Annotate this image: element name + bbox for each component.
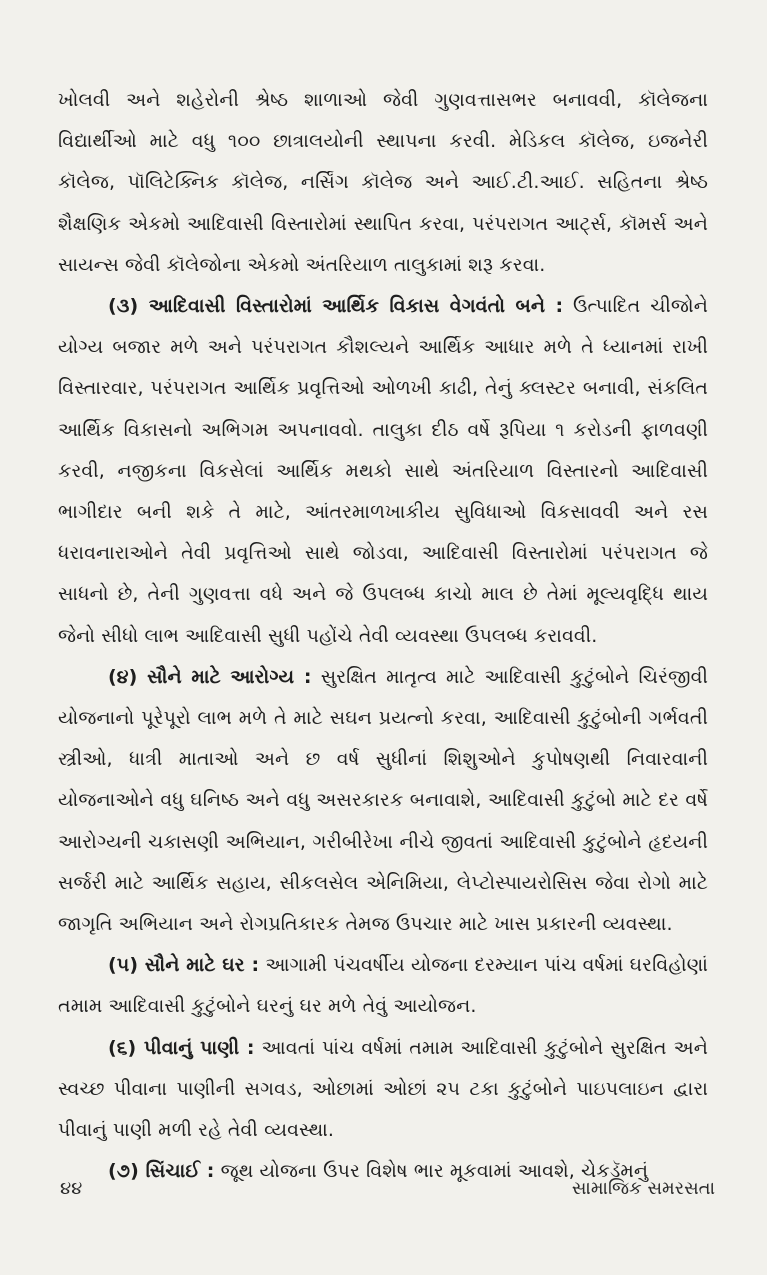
section-heading: (૪) સૌને માટે આરોગ્ય : [108, 665, 312, 688]
paragraph-text: આવતાં પાંચ વર્ષમાં તમામ આદિવાસી કુટુંબોને સુરક્ષિત અને સ્વચ્છ પીવાના પાણીની સગવડ, ઓછામાં ઓછાં ૨૫ ટકા કુટુંબોને પાઇપલાઇન દ્વારા પીવાનું પાણી મળી રહે તેવી વ્યવસ્થા. [58, 1036, 708, 1142]
paragraph-housing [58, 945, 708, 1027]
section-heading: (૫) સૌને માટે ઘર : [108, 954, 260, 977]
book-title: સામાજિક સમરસતા [571, 1178, 715, 1199]
paragraph-text: ઉત્પાદિત ચીજોને યોગ્ય બજાર મળે અને પરંપરાગત કૌશલ્યને આર્થિક આધાર મળે તે ધ્યાનમાં રાખી વિસ્તારવાર, પરંપરાગત આર્થિક પ્રવૃત્તિઓ ઓળખી કાઢી, તેનું ક્લસ્ટર બનાવી, સંકલિત આર્થિક વિકાસનો અભિગમ અપનાવવો. તાલુકા દીઠ વર્ષે રૂપિયા ૧ કરોડની ફાળવણી કરવી, નજીકના વિકસેલાં આર્થિક મથકો સાથે અંતરિયાળ વિસ્તારનો આદિવાસી ભાગીદાર બની શકે તે માટે, આંતરમાળખાકીય સુવિધાઓ વિકસાવવી અને રસ ધરાવનારાઓને તેવી પ્રવૃત્તિઓ સાથે જોડવા, આદિવાસી વિસ્તારોમાં પરંપરાગત જે સાધનો છે, તેની ગુણવત્તા વધે અને જે ઉપલબ્ધ કાચો માલ છે તેમાં મૂલ્યવૃદ્ધિ થાય જેનો સીધો લાભ આદિવાસી સુધી પહોંચે તેવી વ્યવસ્થા ઉપલબ્ધ કરાવવી. [58, 295, 709, 647]
paragraph-text: સુરક્ષિત માતૃત્વ માટે આદિવાસી કુટુંબોને ચિરંજીવી યોજનાનો પૂરેપૂરો લાભ મળે તે માટે સઘન પ્રયત્નો કરવા, આદિવાસી કુટુંબોની ગર્ભવતી સ્ત્રીઓ, ધાત્રી માતાઓ અને છ વર્ષ સુધીનાં શિશુઓને કુપોષણથી નિવારવાની યોજનાઓને વધુ ઘનિષ્ઠ અને વધુ અસરકારક બનાવાશે, આદિવાસી કુટુંબો માટે દર વર્ષે આરોગ્યની ચકાસણી અભિયાન, ગરીબીરેખા નીચે જીવતાં આદિવાસી કુટુંબોને હૃદયની સર્જરી માટે આર્થિક સહાય, સીકલસેલ એનિમિયા, લેપ્ટોસ્પાયરોસિસ જેવા રોગો માટે જાગૃતિ અભિયાન અને રોગપ્રતિકારક તેમજ ઉપચાર માટે ખાસ પ્રકારની વ્યવસ્થા. [58, 665, 709, 936]
section-heading: (૬) પીવાનું પાણી : [108, 1036, 255, 1059]
paragraph-text: આગામી પંચવર્ષીય યોજના દરમ્યાન પાંચ વર્ષમાં ઘરવિહોણાં તમામ આદિવાસી કુટુંબોને ઘરનું ઘર મળે તેવું આયોજન. [58, 954, 708, 1018]
paragraph-drinking-water [58, 1028, 708, 1152]
paragraph-text: ખોલવી અને શહેરોની શ્રેષ્ઠ શાળાઓ જેવી ગુણવત્તાસભર બનાવવી, કૉલેજના વિદ્યાર્થીઓ માટે વધુ ૧૦૦ છાત્રાલયોની સ્થાપના કરવી. મેડિકલ કૉલેજ, ઇજનેરી કૉલેજ, પૉલિટેક્નિક કૉલેજ, નર્સિંગ કૉલેજ અને આઈ.ટી.આઈ. સહિતના શ્રેષ્ઠ શૈક્ષણિક એકમો આદિવાસી વિસ્તારોમાં સ્થાપિત કરવા, પરંપરાગત આર્ટ્સ, કૉમર્સ અને સાયન્સ જેવી કૉલેજોના એકમો અંતરિયાળ તાલુકામાં શરૂ કરવા. [58, 89, 708, 276]
page-number: ૪૪ [60, 1178, 83, 1199]
section-heading: (૩) આદિવાસી વિસ્તારોમાં આર્થિક વિકાસ વેગવંતો બને : [108, 295, 564, 318]
paragraph-text: જૂથ યોજના ઉપર વિશેષ ભાર મૂકવામાં આવશે, ચેકડૅમનું [220, 1160, 649, 1183]
paragraph-continuation [58, 80, 708, 286]
paragraph-health [58, 657, 708, 945]
page-footer [60, 1178, 715, 1208]
paragraph-economic-development [58, 286, 708, 657]
section-heading: (૭) સિંચાઈ : [108, 1160, 215, 1183]
page-body [58, 80, 708, 1192]
